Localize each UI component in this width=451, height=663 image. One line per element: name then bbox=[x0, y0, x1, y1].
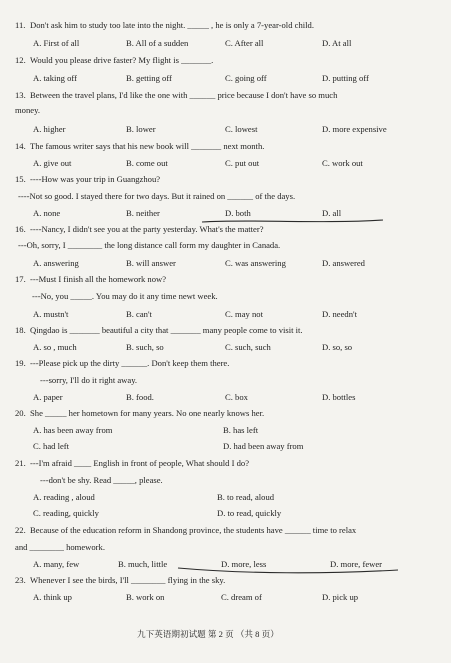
q14-stem: 14. The famous writer says that his new book will _______ next month. bbox=[15, 141, 265, 151]
q11-stem: 11. Don't ask him to study too late into the night. _____ , he is only a 7-year-old child. bbox=[15, 20, 314, 30]
q16-option-b: B. will answer bbox=[126, 258, 176, 268]
q15-option-c: D. both bbox=[225, 208, 251, 218]
q12-stem: 12. Would you please drive faster? My flight is _______. bbox=[15, 55, 214, 65]
q20-option-d: D. had been away from bbox=[223, 441, 304, 451]
q20-option-a: A. has been away from bbox=[33, 425, 113, 435]
q23-stem: 23. Whenever I see the birds, I'll ________ flying in the sky. bbox=[15, 575, 226, 585]
q22-stem: 22. Because of the education reform in Shandong province, the students have ______ time to relax bbox=[15, 525, 357, 535]
q11-option-c: C. After all bbox=[225, 38, 264, 48]
q16-option-c: C. was answering bbox=[225, 258, 286, 268]
q23-option-c: C. dream of bbox=[221, 592, 262, 602]
q15-option-d: D. all bbox=[322, 208, 342, 218]
q11-option-b: B. All of a sudden bbox=[126, 38, 189, 48]
q17-stem: 17. ---Must I finish all the homework now? bbox=[15, 274, 167, 284]
q17-option-d: D. needn't bbox=[322, 309, 357, 319]
q13-option-d: D. more expensive bbox=[322, 124, 387, 134]
q17-stem-continued: ---No, you _____. You may do it any time newt week. bbox=[32, 291, 218, 301]
q22-option-b: B. much, little bbox=[118, 559, 168, 569]
q14-option-b: B. come out bbox=[126, 158, 168, 168]
q17-option-c: C. may not bbox=[225, 309, 263, 319]
q23-option-b: B. work on bbox=[126, 592, 165, 602]
q15-option-a: A. none bbox=[33, 208, 61, 218]
q13-option-c: C. lowest bbox=[225, 124, 258, 134]
q23-option-a: A. think up bbox=[33, 592, 72, 602]
q15-stem: 15. ----How was your trip in Guangzhou? bbox=[15, 174, 161, 184]
q21-option-d: D. to read, quickly bbox=[217, 508, 282, 518]
q16-option-a: A. answering bbox=[33, 258, 79, 268]
q17-option-b: B. can't bbox=[126, 309, 152, 319]
q22-stem-continued: and ________ homework. bbox=[15, 542, 105, 552]
q13-option-b: B. lower bbox=[126, 124, 156, 134]
q19-stem-continued: ---sorry, I'll do it right away. bbox=[40, 375, 138, 385]
q12-option-a: A. taking off bbox=[33, 73, 77, 83]
q13-stem: 13. Between the travel plans, I'd like the one with ______ price because I don't have so much bbox=[15, 90, 338, 100]
q12-option-c: C. going off bbox=[225, 73, 267, 83]
q22-option-c: D. more, less bbox=[221, 559, 267, 569]
q16-stem: 16. ----Nancy, I didn't see you at the party yesterday. What's the matter? bbox=[15, 224, 264, 234]
q14-option-c: C. put out bbox=[225, 158, 260, 168]
q23-option-d: D. pick up bbox=[322, 592, 359, 602]
q19-option-d: D. bottles bbox=[322, 392, 356, 402]
q15-option-b: B. neither bbox=[126, 208, 160, 218]
q21-option-c: C. reading, quickly bbox=[33, 508, 99, 518]
q16-stem-continued: ---Oh, sorry, I ________ the long distance call form my daughter in Canada. bbox=[18, 240, 281, 250]
q17-option-a: A. mustn't bbox=[33, 309, 69, 319]
q21-stem: 21. ---I'm afraid ____ English in front of people, What should I do? bbox=[15, 458, 250, 468]
q20-stem: 20. She _____ her hometown for many years. No one nearly knows her. bbox=[15, 408, 265, 418]
q14-option-a: A. give out bbox=[33, 158, 72, 168]
q11-option-d: D. At all bbox=[322, 38, 352, 48]
q19-option-c: C. box bbox=[225, 392, 248, 402]
q21-stem-continued: ---don't be shy. Read _____, please. bbox=[40, 475, 163, 485]
q15-stem-continued: ----Not so good. I stayed there for two days. But it rained on ______ of the days. bbox=[18, 191, 296, 201]
page-footer: 九下英语期初试题 第 2 页 （共 8 页） bbox=[137, 629, 279, 639]
q12-option-b: B. getting off bbox=[126, 73, 172, 83]
q21-option-b: B. to read, aloud bbox=[217, 492, 275, 502]
q22-option-d: D. more, fewer bbox=[330, 559, 383, 569]
q16-option-d: D. answered bbox=[322, 258, 365, 268]
q11-option-a: A. First of all bbox=[33, 38, 80, 48]
q13-option-a: A. higher bbox=[33, 124, 66, 134]
q18-option-c: C. such, such bbox=[225, 342, 271, 352]
q12-option-d: D. putting off bbox=[322, 73, 369, 83]
q22-option-a: A. many, few bbox=[33, 559, 80, 569]
q13-stem-continued: money. bbox=[15, 105, 40, 115]
q21-option-a: A. reading , aloud bbox=[33, 492, 95, 502]
q20-option-c: C. had left bbox=[33, 441, 70, 451]
q18-stem: 18. Qingdao is _______ beautiful a city that _______ many people come to visit it. bbox=[15, 325, 303, 335]
q19-option-b: B. food. bbox=[126, 392, 154, 402]
q19-stem: 19. ---Please pick up the dirty ______. Don't keep them there. bbox=[15, 358, 230, 368]
q18-option-b: B. such, so bbox=[126, 342, 164, 352]
q18-option-a: A. so , much bbox=[33, 342, 77, 352]
q14-option-d: C. work out bbox=[322, 158, 363, 168]
q18-option-d: D. so, so bbox=[322, 342, 353, 352]
q20-option-b: B. has left bbox=[223, 425, 259, 435]
q19-option-a: A. paper bbox=[33, 392, 63, 402]
